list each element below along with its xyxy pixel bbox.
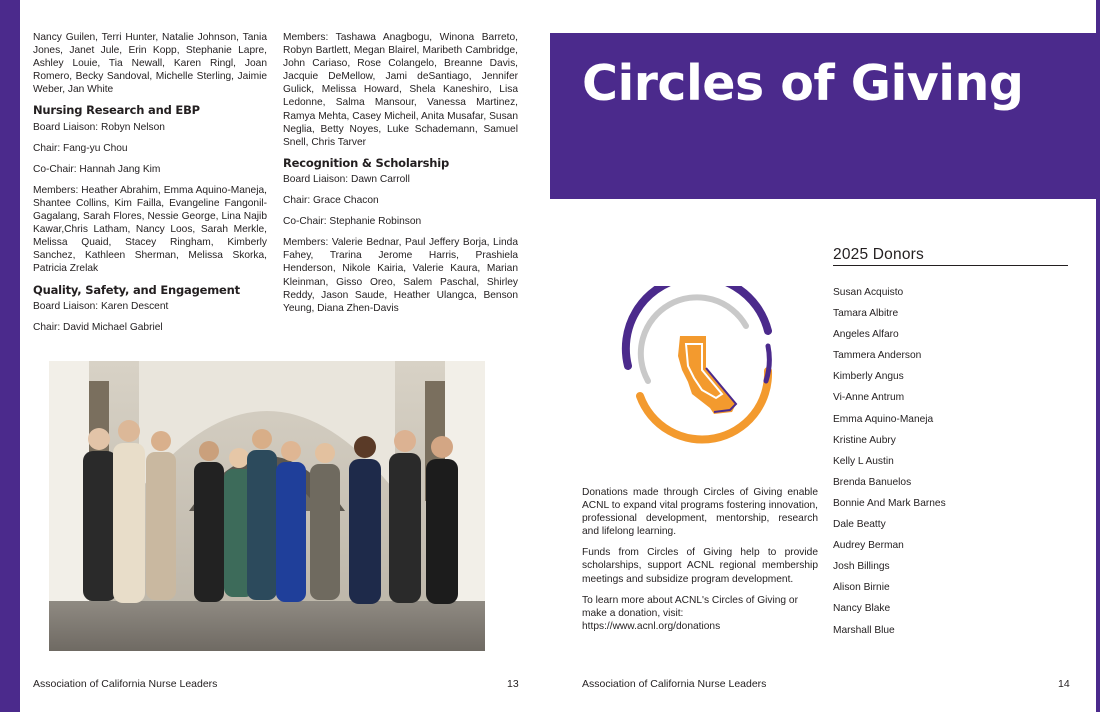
recognition-liaison: Board Liaison: Dawn Carroll: [283, 173, 410, 185]
donor-item: Kristine Aubry: [833, 434, 896, 446]
donor-item: Kimberly Angus: [833, 371, 904, 383]
recognition-members: Members: Valerie Bednar, Paul Jeffery Borja, Linda Fahey, Trarina Jerome Harris, Prashiela Henderson, Nikole Kairia, Valerie Kaura, Marian Kleinman, Gisso Oreo, Salem Paschal, Shirley Reddy, Jason Saude, Heather Ulangca, Benson Yeung, Diana Zhen-Davis: [283, 237, 518, 314]
left-page-number: 13: [507, 678, 519, 690]
circles-of-giving-logo-icon: [618, 286, 778, 446]
donor-item: Emma Aquino-Maneja: [833, 413, 934, 425]
right-page-number: 14: [1058, 678, 1070, 690]
donor-item: Tamara Albitre: [833, 308, 899, 320]
description-paragraph-3: To learn more about ACNL's Circles of Giving or make a donation, visit: https://www.acnl.org/donations: [582, 594, 798, 632]
nursing-research-cochair: Co-Chair: Hannah Jang Kim: [33, 163, 161, 175]
group-photo-illustration: [49, 361, 485, 651]
quality-safety-members: Members: Tashawa Anagbogu, Winona Barreto, Robyn Bartlett, Megan Blairel, Maribeth Cambridge, John Cariaso, Rose Colangelo, Breanne Davis, Jacquie DeMellow, Jami deSantiago, Jennifer Gulick, Melissa Howard, Shela Kaneshiro, Lisa Ledonne, Salma Mansour, Vanessa Martinez, Ramya Mehta, Casey Micheil, Anita Musafar, Susan Neglia, Betty Noyes, Luke Schademann, Samuel Snell, Chris Tarver: [283, 32, 518, 148]
right-footer-org: Association of California Nurse Leaders: [582, 678, 767, 690]
donor-item: Vi-Anne Antrum: [833, 392, 905, 404]
group-photo: [49, 361, 485, 651]
donors-heading: 2025 Donors: [833, 246, 924, 263]
section-heading-recognition: Recognition & Scholarship: [283, 155, 450, 170]
nursing-research-liaison: Board Liaison: Robyn Nelson: [33, 121, 165, 133]
description-paragraph-2: Funds from Circles of Giving help to provide scholarships, support ACNL regional membership meetings and subsidize program development.: [582, 547, 818, 585]
donor-item: Brenda Banuelos: [833, 476, 912, 488]
nursing-research-chair: Chair: Fang-yu Chou: [33, 142, 128, 154]
left-column-1: [33, 31, 267, 342]
left-column-2: [283, 31, 518, 323]
donor-item: Nancy Blake: [833, 603, 891, 615]
donor-list: [833, 286, 946, 645]
donor-item: Tammera Anderson: [833, 350, 922, 362]
donor-item: Alison Birnie: [833, 582, 890, 594]
donor-item: Angeles Alfaro: [833, 329, 899, 341]
title-banner: [550, 33, 1100, 199]
page-title: Circles of Giving: [582, 55, 1024, 112]
section-heading-quality-safety: Quality, Safety, and Engagement: [33, 282, 240, 297]
recognition-cochair: Co-Chair: Stephanie Robinson: [283, 216, 422, 228]
donor-item: Susan Acquisto: [833, 287, 904, 298]
left-page-edge-bar: [0, 0, 20, 712]
donor-item: Kelly L Austin: [833, 455, 894, 467]
quality-safety-chair: Chair: David Michael Gabriel: [33, 321, 163, 333]
left-footer-org: Association of California Nurse Leaders: [33, 678, 218, 690]
acnl-california-logo: [618, 286, 778, 446]
description-paragraph-1: Donations made through Circles of Giving enable ACNL to expand vital programs fostering innovation, professional development, mentorship, research and lifelong learning.: [582, 487, 818, 538]
donor-item: Dale Beatty: [833, 519, 886, 531]
donor-item: Bonnie And Mark Barnes: [833, 497, 946, 509]
committee-members-continued: Nancy Guilen, Terri Hunter, Natalie Johnson, Tania Jones, Janet Jule, Erin Kopp, Stephanie Lapre, Ashley Louie, Tia Newall, Karen Ringl, Joan Romero, Becky Sandoval, Michelle Sterling, Jaimie Weber, Jan White: [33, 32, 267, 96]
donor-item: Marshall Blue: [833, 624, 895, 636]
donation-description: [582, 486, 818, 641]
donors-heading-rule: [833, 265, 1068, 266]
recognition-chair: Chair: Grace Chacon: [283, 195, 379, 207]
donor-item: Audrey Berman: [833, 540, 904, 552]
donor-item: Josh Billings: [833, 561, 890, 573]
quality-safety-liaison: Board Liaison: Karen Descent: [33, 300, 169, 312]
nursing-research-members: Members: Heather Abrahim, Emma Aquino-Maneja, Shantee Collins, Kim Failla, Evangeline Fangonil-Gagalang, Sarah Flores, Nessie George, Lina Najib Kawar,Chris Latham, Nancy Loos, Sarah Merkle, Melissa Quaid, Stacey Ringham, Kimberly Sanchez, Kathleen Sherman, Melissa Skorka, Patricia Zrelak: [33, 184, 267, 275]
section-heading-nursing-research: Nursing Research and EBP: [33, 103, 200, 118]
